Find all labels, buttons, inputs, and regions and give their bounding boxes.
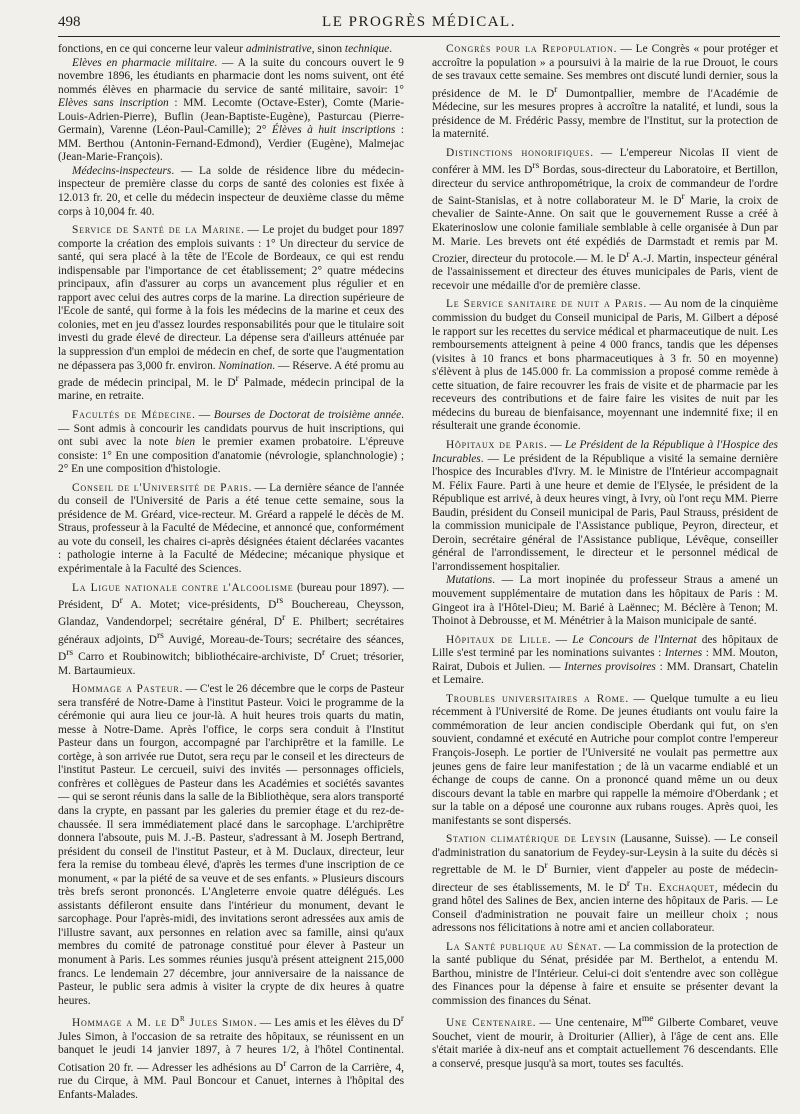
- article-paragraph: Facultés de Médecine. — Bourses de Doctorat de troisième année. — Sont admis à concourir les candidats pourvus de huit inscriptions, qui ont subi avec la note bien le premier examen probatoire. L'épreuve consiste: 1° En une composition d'anatomie (névrologie, splanchnologie) ; 2° En une composition d'histologie.: [58, 409, 404, 476]
- article-paragraph: Médecins-inspecteurs. — La solde de résidence libre du médecin-inspecteur de première classe du corps de santé des colonies est fixée à 12.013 fr. 20, et celle du médecin inspecteur de deuxième classe du même corps à 10,004 fr. 40.: [58, 164, 404, 218]
- running-title: LE PROGRÈS MÉDICAL.: [322, 14, 516, 30]
- article-paragraph: Distinctions honorifiques. — L'empereur Nicolas II vient de conférer à MM. les $D^{rs}$ Bordas, sous-directeur du Laboratoire, et Bertillon, directeur du service anthropométrique, la croix de commandeur de l'ordre de Saint-Stanislas, et à notre collaborateur M. le $D^r$ Marie, la croix de chevalier de Sainte-Anne. On sait que le gouvernement Russe a créé à Ekaterinoslow une colonie familiale semblable à celle organisée à Dun par M. Marie. Les brevets ont été expédiés de Darmstadt et remis par M. Crozier, directeur du protocole.— M. le $D^r$ A.-J. Martin, inspecteur général de l'assainissement et directeur des étuves municipales de Paris, vient de recevoir une médaille d'or de première classe.: [432, 146, 778, 292]
- page-number: 498: [58, 14, 81, 30]
- article-paragraph: Hommage a M. le $D^r$ Jules Simon. — Les amis et les élèves du $D^r$ Jules Simon, à l'occasion de sa retraite des hôpitaux, se réunissent en un banquet le jeudi 14 janvier 1897, à 7 heures 1/2, à l'hôtel Continental. Cotisation 20 fr. — Adresser les adhésions au $D^r$ Carron de la Carrière, 4, rue du Cirque, à MM. Paul Boncour et Canuet, internes à l'hôpital des Enfants-Malades.: [58, 1014, 404, 1101]
- article-paragraph: Service de Santé de la Marine. — Le projet du budget pour 1897 comporte la création des emplois suivants : 1° Un directeur du service de santé, qui sera placé à la tête de l'Ecole de Bordeaux, ce qui est rendu indispensable par l'importance de cet établissement; 2° quatre médecins principaux, afin d'assurer au corps un avancement plus régulier et en rapport avec celui des autres corps de la marine. La direction supérieure de l'Ecole de santé, qui forme à la fois les médecins de la marine et ceux des colonies, met en jeu d'assez lourdes responsabilités pour que le titulaire soit investi du grade élevé de directeur. La dépense sera d'ailleurs atténuée par la suppression d'un emploi de médecin en chef, de sorte que l'augmentation ne dépassera pas 3,000 fr. environ. Nomination. — Réserve. A été promu au grade de médecin principal, M. le $D^r$ Palmade, médecin principal de la marine, en retraite.: [58, 224, 404, 403]
- article-paragraph: fonctions, en ce qui concerne leur valeur administrative, sinon technique.: [58, 43, 393, 55]
- article-paragraph: Hôpitaux de Lille. — Le Concours de l'Internat des hôpitaux de Lille s'est terminé par les nominations suivantes : Internes : MM. Mouton, Rairat, Dubois et Julien. — Internes provisoires : MM. Dransart, Chatelin et Lemaire.: [432, 633, 778, 687]
- article-paragraph: Congrès pour la Repopulation. — Le Congrès « pour protéger et accroître la population » a poursuivi à la mairie de la rue Drouot, le cours de ses travaux cette semaine. Ses membres ont discuté lundi dernier, sous la présidence de M. le $D^r$ Dumontpallier, membre de l'Académie de Médecine, sur les mesures propres à accroître la natalité, et lundi, sous la présidence de M. Frédéric Passy, membre de l'Institut, sur la protection de la maternité.: [432, 43, 778, 141]
- article-paragraph: Conseil de l'Université de Paris. — La dernière séance de l'année du conseil de l'Université de Paris a été tenue cette semaine, sous la présidence de M. Gréard, vice-recteur. M. Gréard a rappelé le décès de M. Straus, professeur à la Faculté de Médecine, et annoncé que, conformément au vote du conseil, les chaires ci-après désignées étaient déclarées vacantes : pathologie interne à la Faculté de Médecine; mécanique physique et expérimentale à la Faculté des Sciences.: [58, 481, 404, 576]
- article-paragraph: Station climatérique de Leysin (Lausanne, Suisse). — Le conseil d'administration du sanatorium de Feydey-sur-Leysin à la suite du décès si regrettable de M. le $D^r$ Burnier, vient d'appeler au poste de médecin-directeur de ses établissements, M. le $D^r$ Th. Exchaquet, médecin du grand hôtel des Salines de Bex, ancien interne des hôpitaux de Paris. — Le Conseil d'administration ne pouvait faire un meilleur choix ; nous adressons nos félicitations à notre ami et ancien collaborateur.: [432, 833, 778, 935]
- article-paragraph: Troubles universitaires a Rome. — Quelque tumulte a eu lieu récemment à l'Université de Rome. De jeunes étudiants ont voulu faire la commémoration de leur ancien condisciple Oberdank qui fut, on s'en souvient, condamné et exécuté en Autriche pour complot contre l'empereur François-Joseph. Le portier de l'Université ne voulait pas permettre aux jeunes gens de faire leur manifestation ; de là un vacarme endiablé et un échange de coups de canne. On a prononcé quand même un ou deux discours devant la table en marbre qui rappelle la mémoire d'Oberdank ; et sur la table on a déposé une couronne aux rubans rouges. Après quoi, les manifestants se sont dispersés.: [432, 692, 778, 827]
- article-paragraph: Une Centenaire. — Une centenaire, $M^{me}$ Gilberte Combaret, veuve Souchet, vient de mourir, à Droiturier (Allier), à l'âge de cent ans. Elle s'était mariée à dix-neuf ans et comptait actuellement 76 descendants. Elle a conservé, presque jusqu'à sa mort, toutes ses facultés.: [432, 1014, 778, 1070]
- left-column: [58, 43, 404, 1105]
- article-paragraph: Hôpitaux de Paris. — Le Président de la République à l'Hospice des Incurables. — Le président de la République a visité la semaine dernière l'hospice des Incurables d'Ivry. M. le Ministre de l'Intérieur accompagnait M. Félix Faure. Parti à une heure et demie de l'Elysée, le président de la République est arrivé, à deux heures vingt, à Ivry, où l'ont reçu MM. Pierre Baudin, président du Conseil municipal de Paris, Paul Strauss, président de la commission municipale de l'Assistance publique, Peyron, directeur, et Deroin, secrétaire général de l'Assistance publique, Lévêque, conseiller général de l'arrondissement, le directeur et le personnel médical de l'arrondissement hospitalier.: [432, 438, 778, 573]
- article-paragraph: Hommage a Pasteur. — C'est le 26 décembre que le corps de Pasteur sera transféré de Notre-Dame à l'institut Pasteur. Voici le programme de la cérémonie qui aura lieu ce jour-là. A huit heures trois quarts du matin, messe à Notre-Dame. Après l'office, le corps sera conduit à l'Institut Pasteur dans un fourgon, accompagné par l'archiprêtre et la famille. Le cortège, à son arrivée rue Dutot, sera reçu par le conseil et les directeurs de l'institut Pasteur. Le cercueil, suivi des invités — personnages officiels, confrères et collègues de Pasteur dans les Académies et sociétés savantes — qui se seront réunis dans la salle de la Bibliothèque, sera alors transporté dans la crypte, en passant par les galeries du premier étage et du rez-de-chaussée. Il sera immédiatement placé dans le sarcophage. L'archiprêtre donnera l'absoute, puis M. J.-B. Pasteur, s'adressant à M. Joseph Bertrand, président du conseil de l'institut Pasteur, et à M. Duclaux, directeur, leur fera la remise du tombeau élevé, d'après les termes d'une inscription de ce monument, « par la piété de sa veuve et de ses enfants. » Plusieurs discours très brefs seront prononcés. L'Angleterre envoie quatre délégués. Les assistants défileront ensuite dans l'intérieur du monument, devant le sarcophage. Pour l'après-midi, des invitations seront adressées aux amis de l'illustre savant, aux personnes en relation avec sa famille, ainsi qu'aux membres du comité de patronage constitué pour élever à Pasteur un monument à Paris. Les sommes réunies jusqu'à présent atteignent 215,000 francs. Le lendemain 27 décembre, jour anniversaire de la naissance de Pasteur, le public sera admis à visiter la crypte de dix heures à quatre heures.: [58, 683, 404, 1007]
- page-header: [58, 12, 780, 37]
- article-paragraph: Le Service sanitaire de nuit a Paris. — Au nom de la cinquième commission du budget du Conseil municipal de Paris, M. Gilbert a déposé le rapport sur les recettes du service médical et pharmaceutique de nuit. Les remboursements atteignent à peine 4 000 francs, tandis que les dépenses (visites à 10 francs et bons pharmaceutiques à 3 fr. 50 en moyenne) s'élèvent à plus de 145.000 fr. La commission a proposé comme remède à cette situation, de faire recouvrer les frais de visite et de pharmacie par les receveurs des contributions et de faire faire les visites de nuit par les médecins du bureau de bienfaisance, moyennant une indemnité fixe; il en résulterait une grande économie.: [432, 298, 778, 433]
- article-paragraph: Mutations. — La mort inopinée du professeur Straus a amené un mouvement supplémentaire de mutation dans les hôpitaux de Paris : M. Gingeot ira à l'Hôtel-Dieu; M. Barié à Laënnec; M. Béclère à Tenon; M. Thoinot à Debrousse, et M. Ménétrier à la Maison municipale de santé.: [432, 574, 778, 628]
- right-column: [432, 43, 778, 1105]
- article-paragraph: La Santé publique au Sénat. — La commission de la protection de la santé publique du Sénat, présidée par M. Berthelot, a entendu M. Barthou, ministre de l'Intérieur. Celui-ci doit s'entendre avec son collègue des Finances pour la dépense à faire et ensuite se présenter devant la commission des finances du Sénat.: [432, 940, 778, 1007]
- article-paragraph: La Ligue nationale contre l'Alcoolisme (bureau pour 1897). — Président, $D^r$ A. Motet; vice-présidents, $D^{rs}$ Bouchereau, Cheysson, Glandaz, Vandendorpel; secrétaire général, $D^r$ E. Philbert; secrétaires généraux adjoints, $D^{rs}$ Auvigé, Moreau-de-Tours; secrétaire des séances, $D^{rs}$ Carro et Roubinowitch; bibliothécaire-archiviste, $D^r$ Cruet; trésorier, M. Bartaumieux.: [58, 581, 404, 677]
- article-paragraph: Elèves en pharmacie militaire. — A la suite du concours ouvert le 9 novembre 1896, les étudiants en pharmacie dont les noms suivent, ont été nommés élèves en pharmacie du service de santé militaire, savoir: 1° Elèves sans inscription : MM. Lecomte (Octave-Ester), Comte (Marie-Louis-Adrien-Pierre), Buflin (Jean-Baptiste-Eugène), Pasturcau (Pierre-Germain), Varenne (Léon-Paul-Camille); 2° Élèves à huit inscriptions : MM. Berthou (Antonin-Fernand-Edmond), Verdier (Eugène), Malmejac (Jean-Marie-François).: [58, 56, 404, 164]
